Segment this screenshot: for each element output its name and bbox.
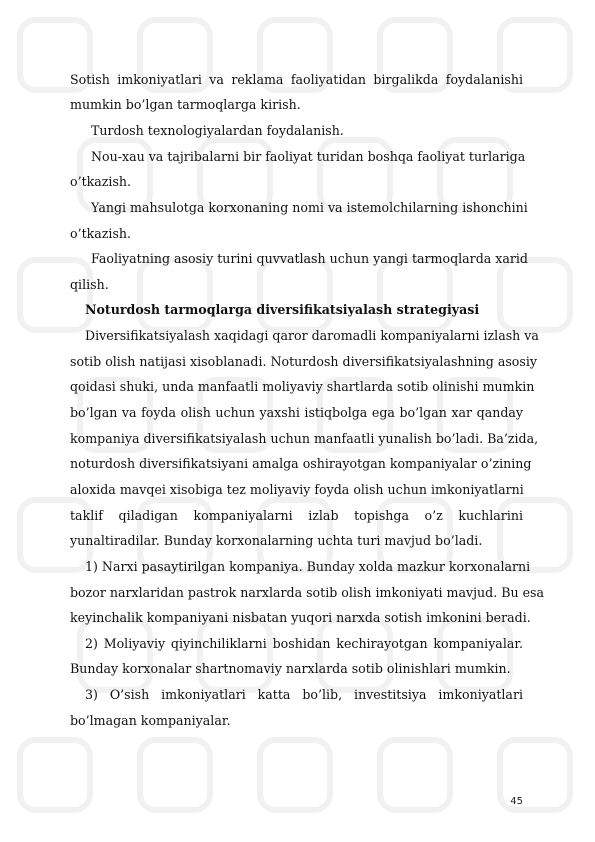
text-line: yunaltiradilar. Bunday korxonalarning uchta turi mavjud bo’ladi. xyxy=(70,533,483,548)
text-line: Yangi mahsulotga korxonaning nomi va istemolchilarning ishonchini xyxy=(91,200,528,215)
text-line: bo’lgan va foyda olish uchun yaxshi istiqbolga ega bo’lgan xar qanday xyxy=(70,405,523,420)
text-line: noturdosh diversifikatsiyani amalga oshirayotgan kompaniyalar o’zining xyxy=(70,456,532,471)
text-line: Turdosh texnologiyalardan foydalanish. xyxy=(91,123,344,138)
text-line: o’tkazish. xyxy=(70,226,132,241)
text-line: keyinchalik kompaniyani nisbatan yuqori narxda sotish imkonini beradi. xyxy=(70,610,531,625)
text-line: Faoliyatning asosiy turini quvvatlash uchun yangi tarmoqlarda xarid xyxy=(91,251,528,266)
text-line: kompaniya diversifikatsiyalash uchun manfaatli yunalish bo’ladi. Ba’zida, xyxy=(70,431,539,446)
text-line: qilish. xyxy=(70,277,109,292)
page-number: 45 xyxy=(510,796,523,807)
text-line: bo’lmagan kompaniyalar. xyxy=(70,713,231,728)
text-line: Bunday korxonalar shartnomaviy narxlarda sotib olinishlari mumkin. xyxy=(70,661,511,676)
list-item-text: 2) Moliyaviy qiyinchiliklarni boshidan kechirayotgan kompaniyalar. xyxy=(85,636,523,651)
text-line: Diversifikatsiyalash xaqidagi qaror daromadli kompaniyalarni izlash va xyxy=(85,328,539,343)
text-line: Sotish imkoniyatlari va reklama faoliyatidan birgalikda foydalanishi xyxy=(70,72,523,87)
text-line: Nou-xau va tajribalarni bir faoliyat turidan boshqa faoliyat turlariga xyxy=(91,149,526,164)
text-line: mumkin bo’lgan tarmoqlarga kirish. xyxy=(70,97,301,112)
section-heading: Noturdosh tarmoqlarga diversifikatsiyalash strategiyasi xyxy=(85,302,480,317)
list-item-text: 1) Narxi pasaytirilgan kompaniya. Bunday xolda mazkur korxonalarni xyxy=(85,559,531,574)
text-line: bozor narxlaridan pastrok narxlarda sotib olish imkoniyati mavjud. Bu esa xyxy=(70,585,544,600)
text-line: sotib olish natijasi xisoblanadi. Noturdosh diversifikatsiyalashning asosiy xyxy=(70,354,537,369)
text-line: o’tkazish. xyxy=(70,174,132,189)
text-line: taklif qiladigan kompaniyalarni izlab topishga o’z kuchlarini xyxy=(70,508,523,523)
text-line: qoidasi shuki, unda manfaatli moliyaviy shartlarda sotib olinishi mumkin xyxy=(70,379,535,394)
text-line: aloxida mavqei xisobiga tez moliyaviy foyda olish uchun imkoniyatlarni xyxy=(70,482,524,497)
list-item-text: 3) O’sish imkoniyatlari katta bo’lib, investitsiya imkoniyatlari xyxy=(85,687,523,702)
